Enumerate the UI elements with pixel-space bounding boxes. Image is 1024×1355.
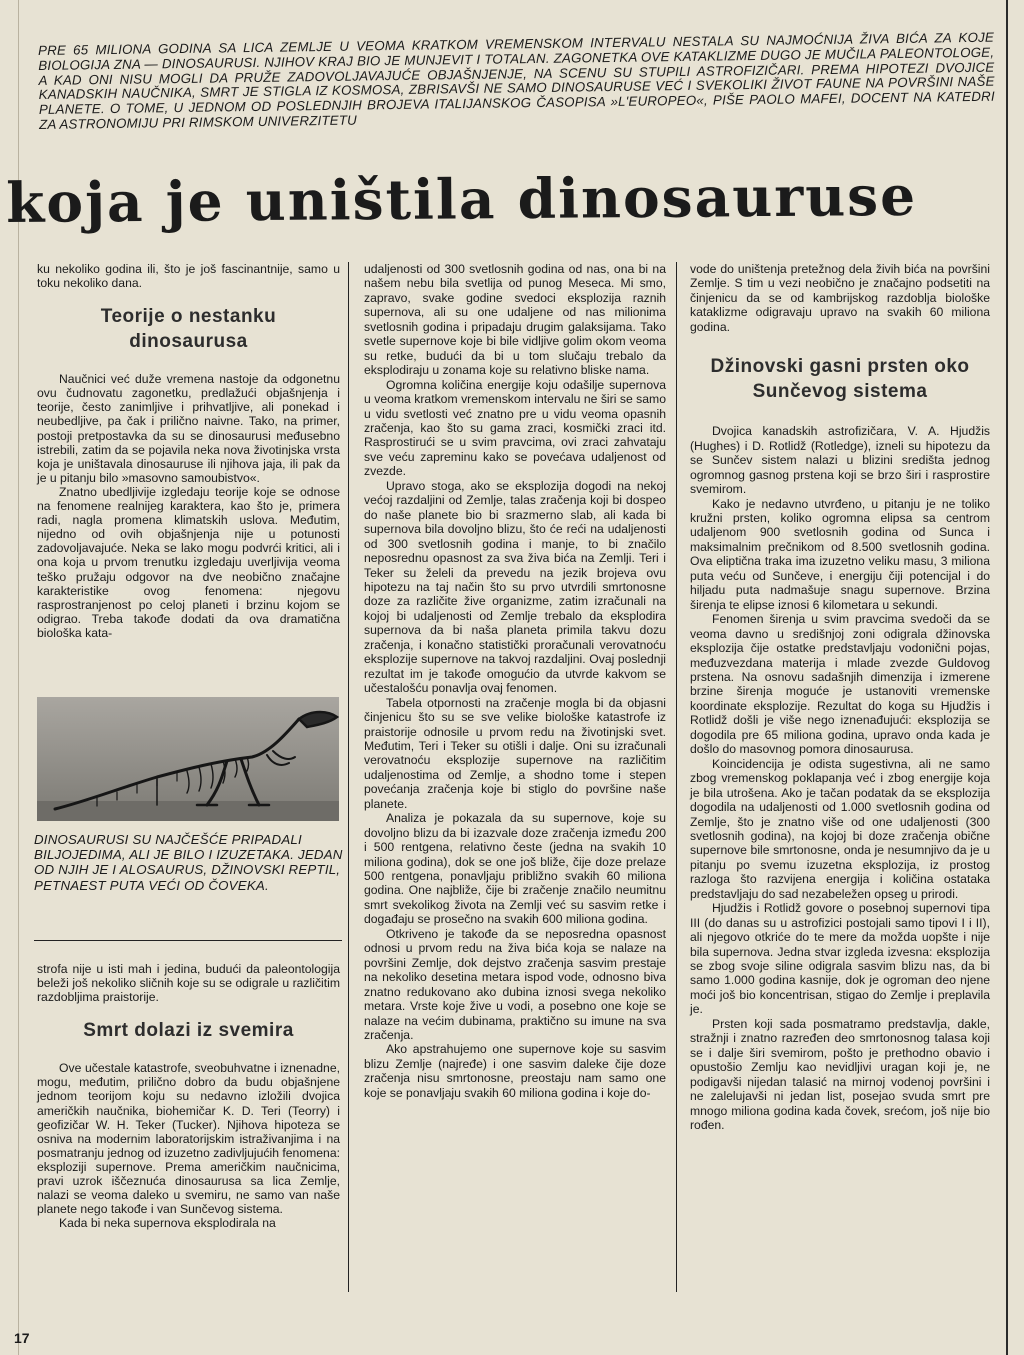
paragraph: Znatno ubedljivije izgledaju teorije koje se odnose na fenomene realnijeg karaktera, kao što je, primera radi, nagla promena klimatskih uslova. Međutim, nijedno od ovih objašnjenja nije u potunosti zadovoljavajuće. Neka se lako mogu podvrći kritici, ali i ona koja u prvom trenutku izgledaju uverljivija veoma teško pružaju odgovor na dve neobično značajne karakteristike ovog fenomena: njegovu rasprostranjenost po celoj planeti i brzinu kojom se odigrao. Treba takođe dodati da ova dramatična biološka kata- xyxy=(37,484,340,640)
column-divider-left xyxy=(348,262,349,1292)
paragraph: Upravo stoga, ako se eksplozija dogodi na nekoj većoj razdaljini od Zemlje, talas zračenja koji bi dospeo do naše planete bio bi srazmerno slab, ali kada bi supernova bila dovoljno blizu, što će reći na udaljenosti od 300 svetlosnih godina i manje, to bi značilo neposrednu opasnost za sva živa bića na Zemlji. Teri i Teker su želeli da prevedu na jezik brojeva ovu hipotezu na taj način što su prvo utvrdili smrtonosne doze za različite žive organizme, zatim izračunali na kojoj bi udaljenosti od Zemlje trebalo da eksplodira supernova da bi naša planeta primila takvu dozu zračenja, i konačno statistički proračunali verovatnoću eksplozije supernove na takvoj razdaljini. Ovaj poslednji rezultat im je takođe omogućio da utvrde kakvom se učestalošću ponavlja ovaj fenomen. xyxy=(364,478,666,696)
page-number: 17 xyxy=(14,1330,30,1346)
paragraph: Hjudžis i Rotlidž govore o posebnoj supernovi tipa III (do danas su u astrofizici postojali samo tipovi I i II), ali njegovo otkriće do te mere da možda uopšte i nije bila supernova. Jedna stvar izgleda izvesna: eksplozija se zbog svoje siline odigrala sasvim blizu nas, da bi samo 1.000 godina kasnije, dok je ogroman deo njene moći još bio koncentrisan, stigao do Zemlje i preplavila je. xyxy=(690,901,990,1017)
subheading-death-from-space: Smrt dolazi iz svemira xyxy=(83,1020,294,1042)
dinosaur-skeleton-photo xyxy=(37,697,339,821)
lead-paragraph: PRE 65 MILIONA GODINA SA LICA ZEMLJE U VEOMA KRATKOM VREMENSKOM INTERVALU NESTALA SU NAJMOĆNIJA ŽIVA BIĆA ZA KOJE BIOLOGIJA ZNA — DINOSAURUSI. NJIHOV KRAJ BIO JE MUNJEVIT I TOTALAN. ZAGONETKA OVE KATAKLIZME DUGO JE MUČILA PALEONTOLOGE, A KAD ONI NISU MOGLI DA PRUŽE ZADOVOLJAVAJUĆE OBJAŠNJENJE, NA SCENU SU STUPILI ASTROFIZIČARI. PREMA HIPOTEZI DVOJICE KANADSKIH NAUČNIKA, SMRT JE STIGLA IZ KOSMOSA, ZBRISAVŠI NE SAMO DINOSAURUSE VEĆ I SVEKOLIKI ŽIVOT FAUNE NA POVRŠINI NAŠE PLANETE. O TOME, U JEDNOM OD POSLEDNJIH BROJEVA ITALIJANSKOG ČASOPISA »L'EUROPEO«, PIŠE PAOLO MAFEI, DOCENT NA KATEDRI ZA ASTRONOMIJU PRI RIMSKOM UNIVERZITETU xyxy=(37,29,995,132)
paragraph: strofa nije u isti mah i jedina, budući da paleontologija beleži još nekoliko sličnih koje su se odigrale u različitim razdobljima praistorije. xyxy=(37,962,340,1005)
paragraph: Ove učestale katastrofe, sveobuhvatne i iznenadne, mogu, međutim, prilično dobro da budu objašnjene jednom teorijom koju su nedavno izložili dvojica američkih naučnika, biohemičar K. D. Teri (Teorry) i geofizičar W. H. Teker (Tucker). Njihova hipoteza se osniva na modernim laboratorijskim istraživanjima i na posmatranju jednog od izuzetno zadivljujućih fenomena: eksploziji supernove. Prema američkim naučnicima, pravi uzrok iščeznuća dinosaurusa sa lica Zemlje, nalazi se veoma daleko u svemiru, ne samo van naše planete nego takođe i van Sunčevog sistema. xyxy=(37,1061,340,1217)
paragraph: Kako je nedavno utvrđeno, u pitanju je ne toliko kružni prsten, koliko ogromna elipsa sa centrom udaljenom 900 svetlosnih godina od Sunca i maksimalnim prečnikom od 8.500 svetlosnih godina. Ova eliptična traka ima izuzetno veliku masu, 3 miliona puta veću od Sunčeve, i energiju čiji potencijal i do hiljadu puta nadmašuje snagu supernove. Brzina širenja te elipse iznosi 6 kilometara u sekundi. xyxy=(690,496,990,612)
paragraph: udaljenosti od 300 svetlosnih godina od nas, ona bi na našem nebu bila svetlija od punog Meseca. Mi smo, zapravo, svake godine svedoci eksplozija raznih supernova, ali su one udaljene od nas milionima svetlosnih godina i pripadaju drugim galaksijama. Tako svetle supernove koje bi bile vidljive golim okom veoma su retke, budući da bi u tom slučaju trebalo da eksplodiraju u zonama koje su relativno bliske nama. xyxy=(364,262,666,378)
skeleton-icon xyxy=(37,697,339,821)
paragraph: Naučnici već duže vremena nastoje da odgonetnu ovu čudnovatu zagonetku, predlažući objašnjenja i teorije, često zanimljive i prihvatljive, ali ponekad i neubedljive, pa čak i prilično naivne. Tako, na primer, postoji pretpostavka da su se dinosaurusi međusebno istrebili, zatim da se pojavila neka nova životinjska vrsta koja je uništavala dinosauruse ili njihova jaja, ili pak da je u pitanju bilo »masovno samoubistvo«. xyxy=(37,372,340,485)
paragraph: Tabela otpornosti na zračenje mogla bi da objasni činjenicu što su se sve velike biološke katastrofe iz praistorije odnosile u prvom redu na životinjski svet. Međutim, Teri i Teker su otišli i dalje. Oni su izračunali verovatnoću eksplozije supernove na različitim udaljenostima od Zemlje, a shodno tome i stepen povećanja zračenja koje bi stiglo do površine naše planete. xyxy=(364,695,666,811)
paragraph: Kada bi neka supernova eksplodirala na xyxy=(59,1216,276,1231)
paragraph: Dvojica kanadskih astrofizičara, V. A. Hjudžis (Hughes) i D. Rotlidž (Rotledge), izneli su hipotezu da se Sunčev sistem nalazi u blizini središta jednog ogromnog gasnog prstena koji se brzo širi i rasprostire svemirom. xyxy=(690,424,990,497)
paragraph: Prsten koji sada posmatramo predstavlja, dakle, stražnji i znatno razređen deo smrtonosnog talasa koji se i dalje širi svemirom, pošto je prethodno obavio i opustošio Zemlju kao nevidljivi uragan koji je, ne podigavši nijedan talasić na mirnoj vodenoj površini i ne zalelujavši ni jedan list, posejao svuda smrt pre mnogo miliona godina kada čovek, srećom, još nije bio rođen. xyxy=(690,1016,990,1133)
subheading-gas-ring: Džinovski gasni prsten oko Sunčevog sistema xyxy=(710,356,970,403)
caption-divider xyxy=(34,940,342,941)
photo-caption: DINOSAURUSI SU NAJČEŠĆE PRIPADALI BILJOJEDIMA, ALI JE BILO I IZUZETAKA. JEDAN OD NJIH JE I ALOSAURUS, DŽINOVSKI REPTIL, PETNAEST PUTA VEĆI OD ČOVEKA. xyxy=(34,832,343,893)
paragraph: Ako apstrahujemo one supernove koje su sasvim blizu Zemlje (najređe) i one sasvim daleke čije doze zračenja nisu smrtonosne, preostaju nam samo one koje se ponavljaju svakih 60 miliona godina i koje do- xyxy=(364,1042,666,1100)
paragraph: Otkriveno je takođe da se neposredna opasnost odnosi u prvom redu na živa bića koja se nalaze na površini Zemlje, dok dejstvo zračenja sasvim prestaje na nekoliko desetina metara ispod vode, odnosno biva znatno redukovano ako dubina iznosi svega nekoliko metara. Vrste koje žive u vodi, a posebno one koje se nalaze na većim dubinama, praktično su imune na sva zračenja. xyxy=(364,926,666,1043)
paragraph: Ogromna količina energije koju odašilje supernova u veoma kratkom vremenskom intervalu ne širi se samo u vidu svetlosti već znatno pre u vidu veoma opasnih zračenja, kao što su gama zraci, kosmički zraci itd. Rasprostirući se u svim pravcima, ovi zraci zahvataju sve veću zapreminu kako se povećava udaljenost od zvezde. xyxy=(364,377,666,479)
column-1-top xyxy=(37,262,340,640)
column-divider-right xyxy=(676,262,677,1292)
column-1-bottom xyxy=(37,962,340,1230)
paragraph: Analiza je pokazala da su supernove, koje su dovoljno blizu da bi izazvale doze zračenja između 200 i 500 rentgena, relativno česte (jedna na svakih 10 miliona godina), dok se one još bliže, čije doze prelaze 500 rentgena, ponavljaju približno svakih 60 miliona godina. One najbliže, čije bi zračenje značilo neumitnu smrt svekolikog života na Zemlji već su sasvim retke i događaju se prosečno na svakih 600 miliona godina. xyxy=(364,811,666,927)
paragraph: Fenomen širenja u svim pravcima svedoči da se veoma davno u središnjoj zoni odigrala džinovska eksplozija čije ostatke predstavljaju vodonični pojas, međuzvezdana materija i mlade zvezde Guldovog prstena. Na osnovu sadašnjih dimenzija i izmerene brzine širenja moguće je ustanoviti vremenske koordinate eksplozije. Rezultat do koga su Hjudžis i Rotlidž došli je više nego iznenađujući: eksplozija se dogodila pre 65 miliona godina, upravo onda kada je došlo do masovnog pomora dinosaurusa. xyxy=(690,612,990,757)
column-1-intro: ku nekoliko godina ili, što je još fascinantnije, samo u toku nekoliko dana. xyxy=(37,262,340,291)
paragraph: Koincidencija je odista sugestivna, ali ne samo zbog vremenskog poklapanja već i zbog energije koja je bila utrošena. Ako je tačan podatak da se eksplozija dogodila na udaljenosti od 1.000 svetlosnih godina od Zemlje, što je znatno više od one udaljenosti (300 svetlosnih godina), na kojoj bi doze zračenja obične supernove bile smrtonosne, onda je nesumnjivo da je u pitanju po svemu izuzetna eksplozija, iz prostog razloga što razvijena energija i količina ostataka predstavljaju do sad nezabeležen opseg u prirodi. xyxy=(690,756,990,901)
column-3 xyxy=(690,262,990,1132)
article-headline: koja je uništila dinosauruse xyxy=(6,162,918,235)
paragraph: vode do uništenja pretežnog dela živih bića na površini Zemlje. S tim u vezi neobično je značajno podsetiti na činjenicu da se od kambrijskog razdoblja biološke kataklizme odigravaju upravo na svakih 60 miliona godina. xyxy=(690,262,990,334)
subheading-theories: Teorije o nestanku dinosaurusa xyxy=(100,306,277,353)
column-2 xyxy=(364,262,666,1100)
